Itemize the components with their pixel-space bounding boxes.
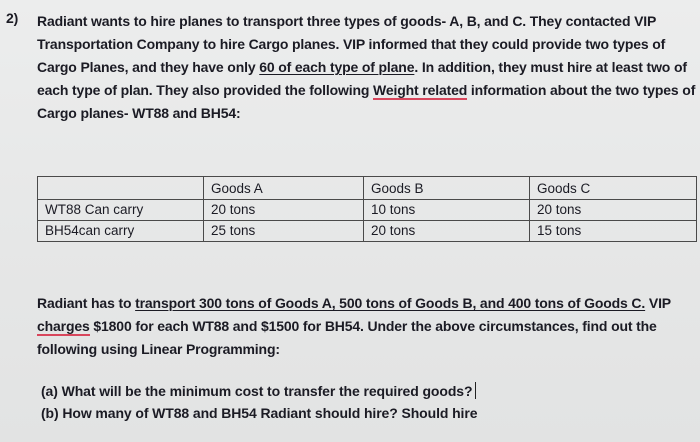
question-intro xyxy=(37,10,697,125)
table-cell: 20 tons xyxy=(364,221,530,242)
requirements-text-3: $1800 for each WT88 and $1500 for BH54. Under the above circumstances, find out the following using Linear Programming: xyxy=(37,318,657,357)
table-cell: 15 tons xyxy=(530,221,697,242)
subquestion-a-text: (a) What will be the minimum cost to transfer the required goods? xyxy=(41,383,473,399)
intro-text-2: . In addition, they must hire at least two of each type of plan. They also provided the following xyxy=(37,59,687,98)
table-header-cell: Goods A xyxy=(204,177,364,200)
table-cell: BH54can carry xyxy=(38,221,204,242)
table-header-cell xyxy=(38,177,204,200)
table-row xyxy=(38,200,697,221)
table-header-row xyxy=(38,177,697,200)
requirements-text-1: Radiant has to xyxy=(37,295,136,311)
question-number: 2) xyxy=(6,10,19,26)
intro-underlined-text: 60 of each type of plane xyxy=(259,59,415,75)
weight-table xyxy=(37,176,697,242)
intro-highlight-text: Weight related xyxy=(373,82,468,98)
text-cursor xyxy=(475,382,476,399)
requirements-underlined-text: transport 300 tons of Goods A, 500 tons of Goods B, and 400 tons of Goods C. xyxy=(135,295,646,311)
intro-text-3: information about the two types of Cargo planes- WT88 and BH54: xyxy=(37,82,696,121)
subquestion-b: (b) How many of WT88 and BH54 Radiant should hire? Should hire xyxy=(41,405,478,421)
intro-text-1: Radiant wants to hire planes to transport three types of goods- A, B, and C. They contacted VIP Transportation Company to hire Cargo planes. VIP informed that they could provide two types of Cargo Planes, and they have only xyxy=(37,13,666,75)
table-cell: 10 tons xyxy=(364,200,530,221)
requirements-text-2: VIP xyxy=(645,295,671,311)
table-cell: 20 tons xyxy=(204,200,364,221)
table-cell: 25 tons xyxy=(204,221,364,242)
table-header-cell: Goods C xyxy=(530,177,697,200)
table-header-cell: Goods B xyxy=(364,177,530,200)
subquestion-a xyxy=(41,382,476,399)
table-row xyxy=(38,221,697,242)
table-cell: WT88 Can carry xyxy=(38,200,204,221)
charges-highlight-text: charges xyxy=(37,318,90,334)
table-cell: 20 tons xyxy=(530,200,697,221)
requirements-paragraph xyxy=(37,292,697,361)
